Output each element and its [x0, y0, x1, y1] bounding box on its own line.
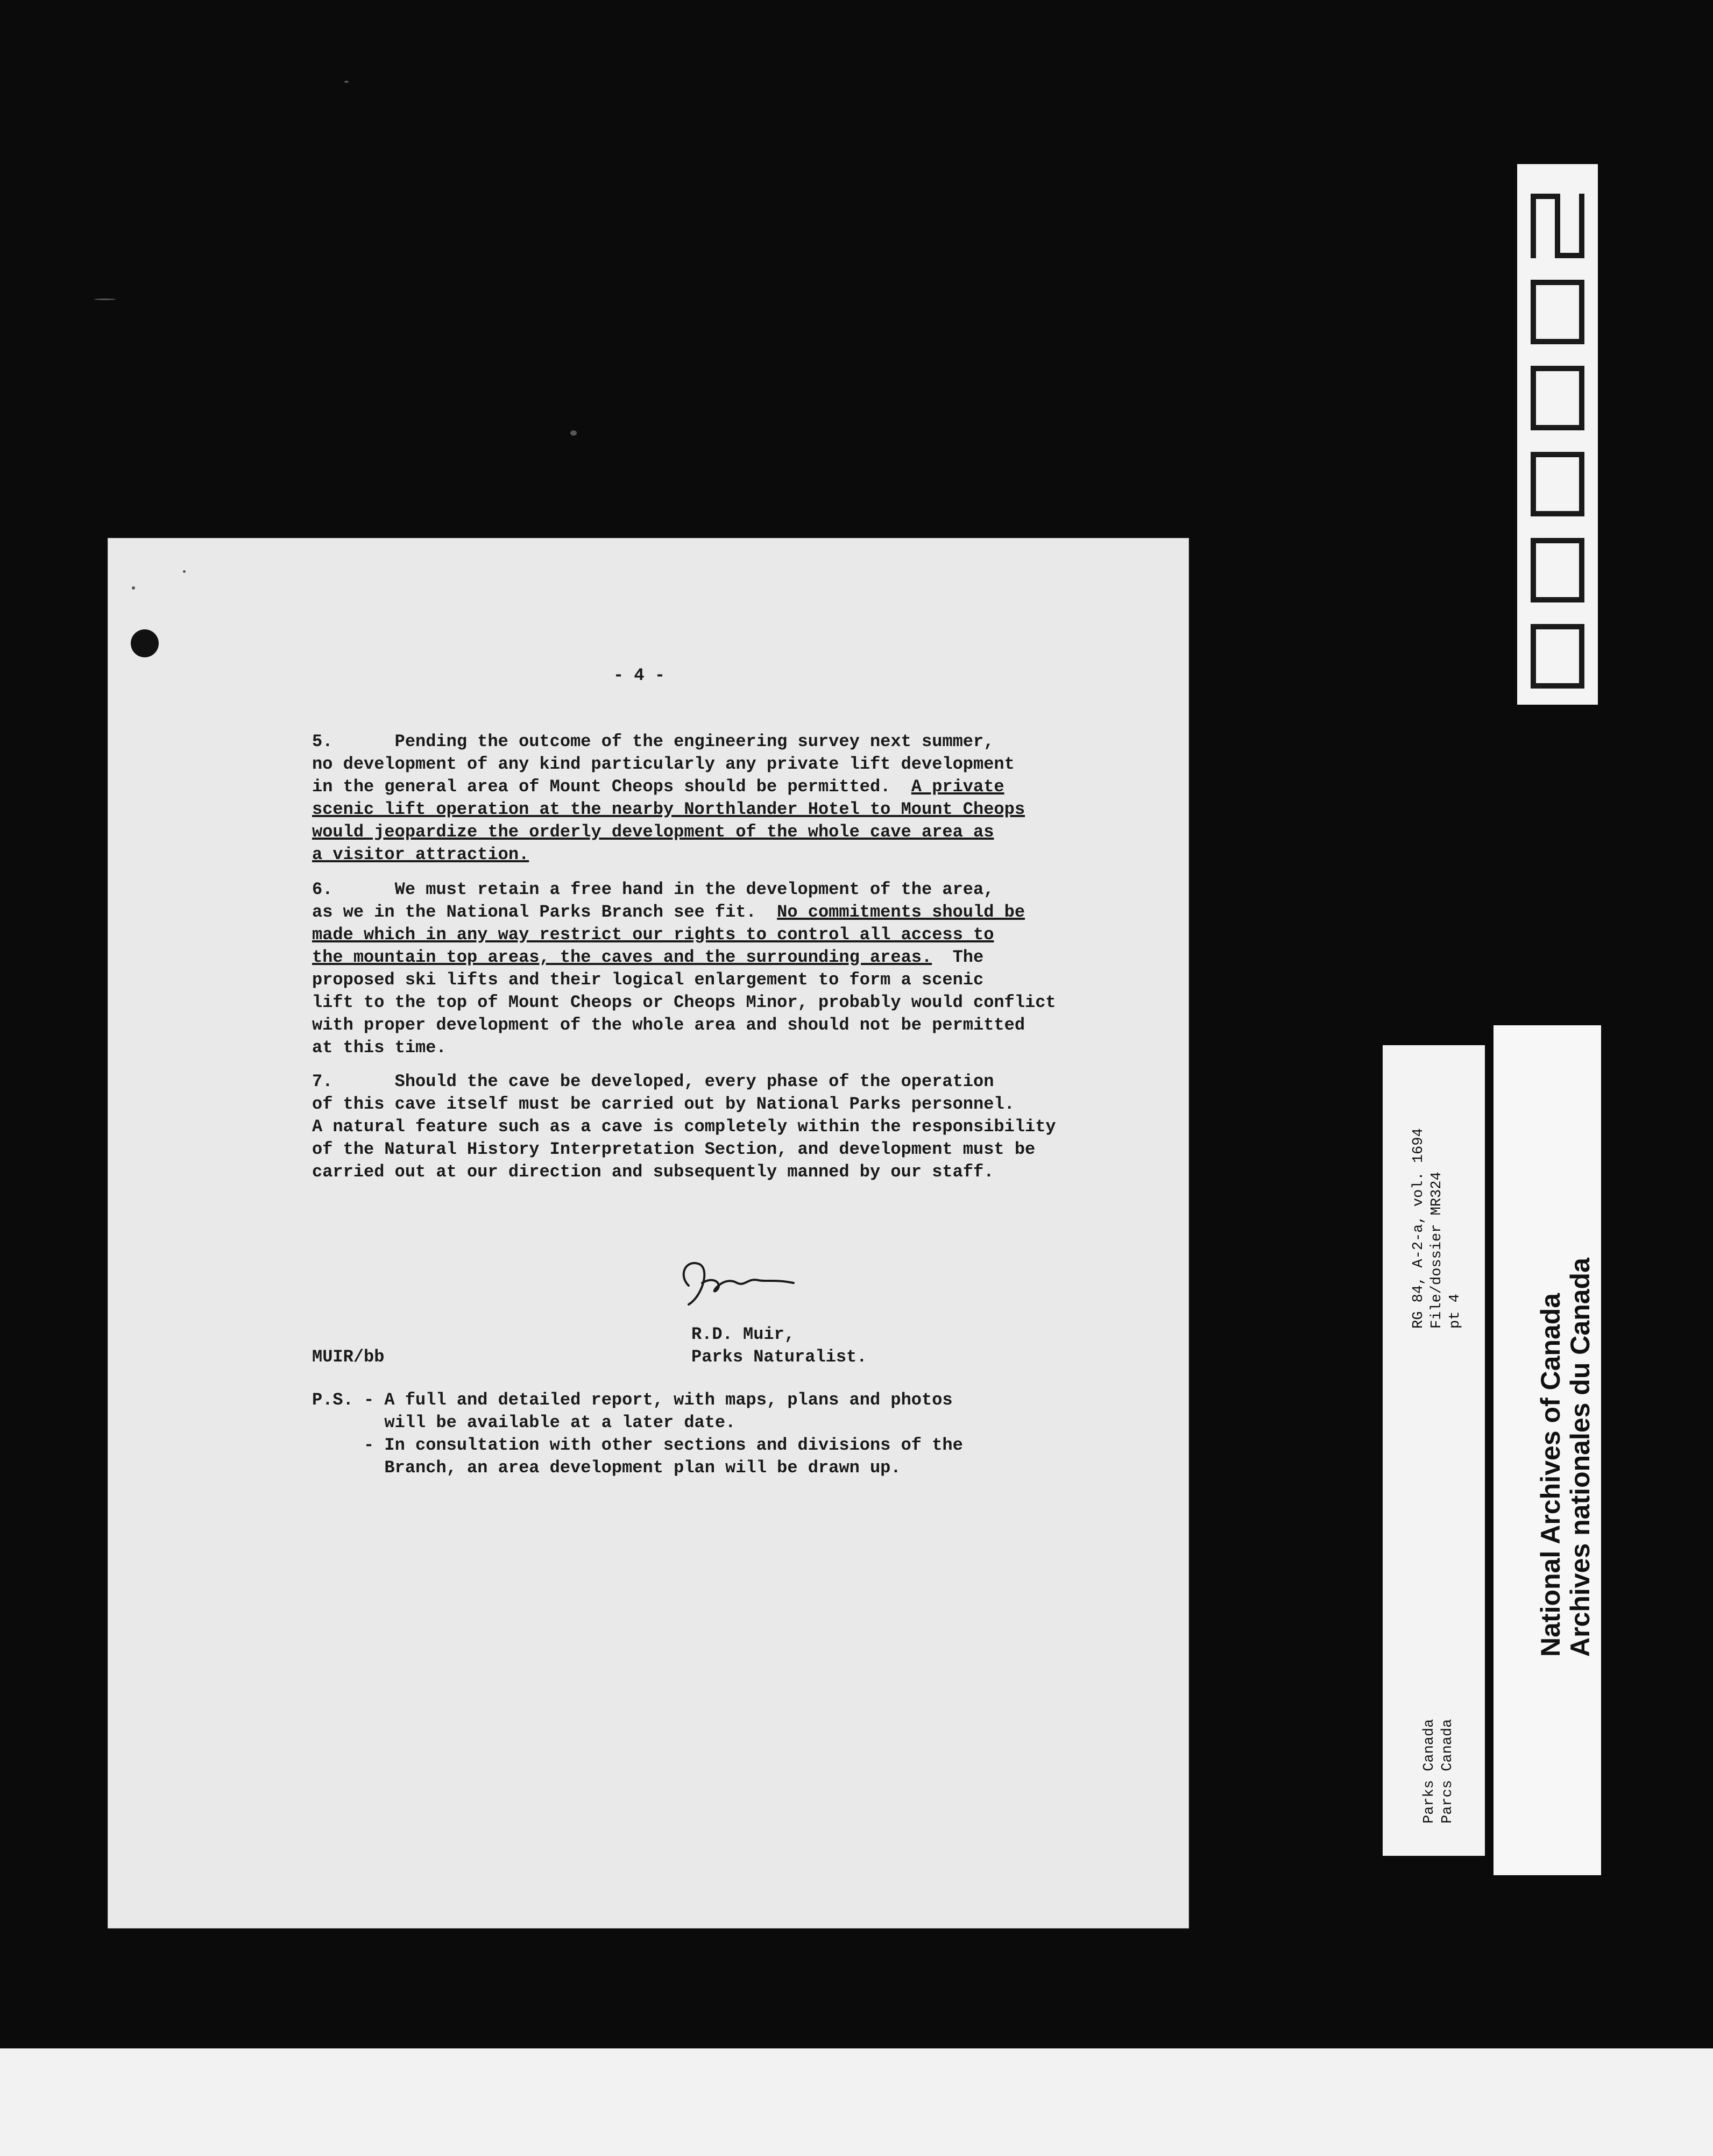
frame-digit — [1533, 455, 1582, 514]
text-line — [312, 1116, 1056, 1138]
national-archives-text — [1536, 1258, 1595, 1657]
underlined-text: made which in any way restrict our rights to control all access to — [312, 925, 994, 945]
line-text: 5. Pending the outcome of the engineering survey next summer, — [312, 732, 994, 751]
text-line — [312, 731, 1025, 753]
line-text: A natural feature such as a cave is completely within the responsibility — [312, 1117, 1056, 1137]
frame-digit — [1533, 196, 1582, 256]
underlined-text: a visitor attraction. — [312, 845, 529, 864]
line-text: with proper development of the whole area and should not be permitted — [312, 1015, 1025, 1035]
line-text: no development of any kind particularly any private lift development — [312, 754, 1015, 774]
text-line — [312, 1070, 1056, 1093]
archives-line-fr: Archives nationales du Canada — [1565, 1258, 1595, 1657]
text-line — [312, 1138, 1056, 1161]
text-line — [312, 776, 1025, 798]
line-text: carried out at our direction and subsequently manned by our staff. — [312, 1162, 994, 1182]
text-line — [312, 821, 1025, 843]
film-speck — [570, 430, 577, 436]
underlined-text: No commitments should be — [777, 902, 1025, 922]
text-line — [312, 991, 1056, 1014]
underlined-text: the mountain top areas, the caves and the surrounding areas. — [312, 947, 932, 967]
reference-line: pt 4 — [1447, 1294, 1463, 1329]
signer-name: R.D. Muir, — [691, 1324, 795, 1344]
line-text: 7. Should the cave be developed, every phase of the operation — [312, 1072, 994, 1091]
postscript-line: - In consultation with other sections and divisions of the — [312, 1435, 963, 1455]
text-line — [312, 1161, 1056, 1183]
frame-number-label — [1517, 164, 1598, 705]
underlined-text: scenic lift operation at the nearby Northlander Hotel to Mount Cheops — [312, 799, 1025, 819]
frame-number-digits — [1517, 164, 1598, 705]
typist-initials: MUIR/bb — [312, 1347, 385, 1367]
line-text: The — [932, 947, 984, 967]
film-speck — [183, 570, 186, 573]
text-line — [312, 946, 1056, 969]
agency-line: Parcs Canada — [1440, 1719, 1456, 1824]
line-text: at this time. — [312, 1038, 447, 1058]
paragraph-7 — [312, 1070, 1056, 1183]
frame-digit — [1533, 541, 1582, 600]
text-line — [312, 969, 1056, 991]
underlined-text: A private — [911, 777, 1004, 797]
frame-digit — [1533, 627, 1582, 686]
handwritten-signature — [673, 1253, 802, 1313]
postscript-line: P.S. - A full and detailed report, with maps, plans and photos — [312, 1390, 953, 1410]
line-text: as we in the National Parks Branch see fit. — [312, 902, 777, 922]
line-text: proposed ski lifts and their logical enlargement to form a scenic — [312, 970, 984, 990]
signature-block — [691, 1323, 867, 1368]
reference-line: RG 84, A-2-a, vol. 1694 — [1411, 1128, 1427, 1329]
signer-title: Parks Naturalist. — [691, 1347, 867, 1367]
text-line — [312, 924, 1056, 946]
page-number: - 4 - — [613, 665, 666, 685]
postscript-line: Branch, an area development plan will be drawn up. — [312, 1458, 901, 1478]
line-text: 6. We must retain a free hand in the development of the area, — [312, 880, 994, 899]
frame-digit — [1533, 282, 1582, 342]
line-text: in the general area of Mount Cheops should be permitted. — [312, 777, 911, 797]
line-text: of this cave itself must be carried out by National Parks personnel. — [312, 1094, 1015, 1114]
paragraph-5 — [312, 731, 1025, 866]
text-line — [312, 1093, 1056, 1116]
text-line — [312, 901, 1056, 924]
film-speck — [94, 299, 116, 300]
postscript-line: will be available at a later date. — [312, 1413, 736, 1432]
text-line — [312, 1037, 1056, 1059]
text-line — [312, 843, 1025, 866]
agency-text — [1420, 1719, 1457, 1824]
film-speck — [344, 81, 349, 83]
underlined-text: would jeopardize the orderly development of the whole cave area as — [312, 822, 994, 842]
film-speck — [132, 586, 135, 590]
archives-line-en: National Archives of Canada — [1535, 1293, 1566, 1657]
frame-digit — [1533, 368, 1582, 428]
hole-punch-mark — [131, 629, 159, 657]
agency-line: Parks Canada — [1421, 1719, 1438, 1824]
text-line — [312, 1014, 1056, 1037]
text-line — [312, 798, 1025, 821]
text-line — [312, 753, 1025, 776]
line-text: of the Natural History Interpretation Section, and development must be — [312, 1139, 1036, 1159]
reference-line: File/dossier MR324 — [1429, 1172, 1445, 1329]
postscript — [312, 1389, 963, 1479]
line-text: lift to the top of Mount Cheops or Cheops Minor, probably would conflict — [312, 992, 1056, 1012]
text-line — [312, 878, 1056, 901]
film-strip-bottom-edge — [0, 2048, 1713, 2156]
paragraph-6 — [312, 878, 1056, 1059]
archival-reference-text — [1410, 1128, 1464, 1329]
